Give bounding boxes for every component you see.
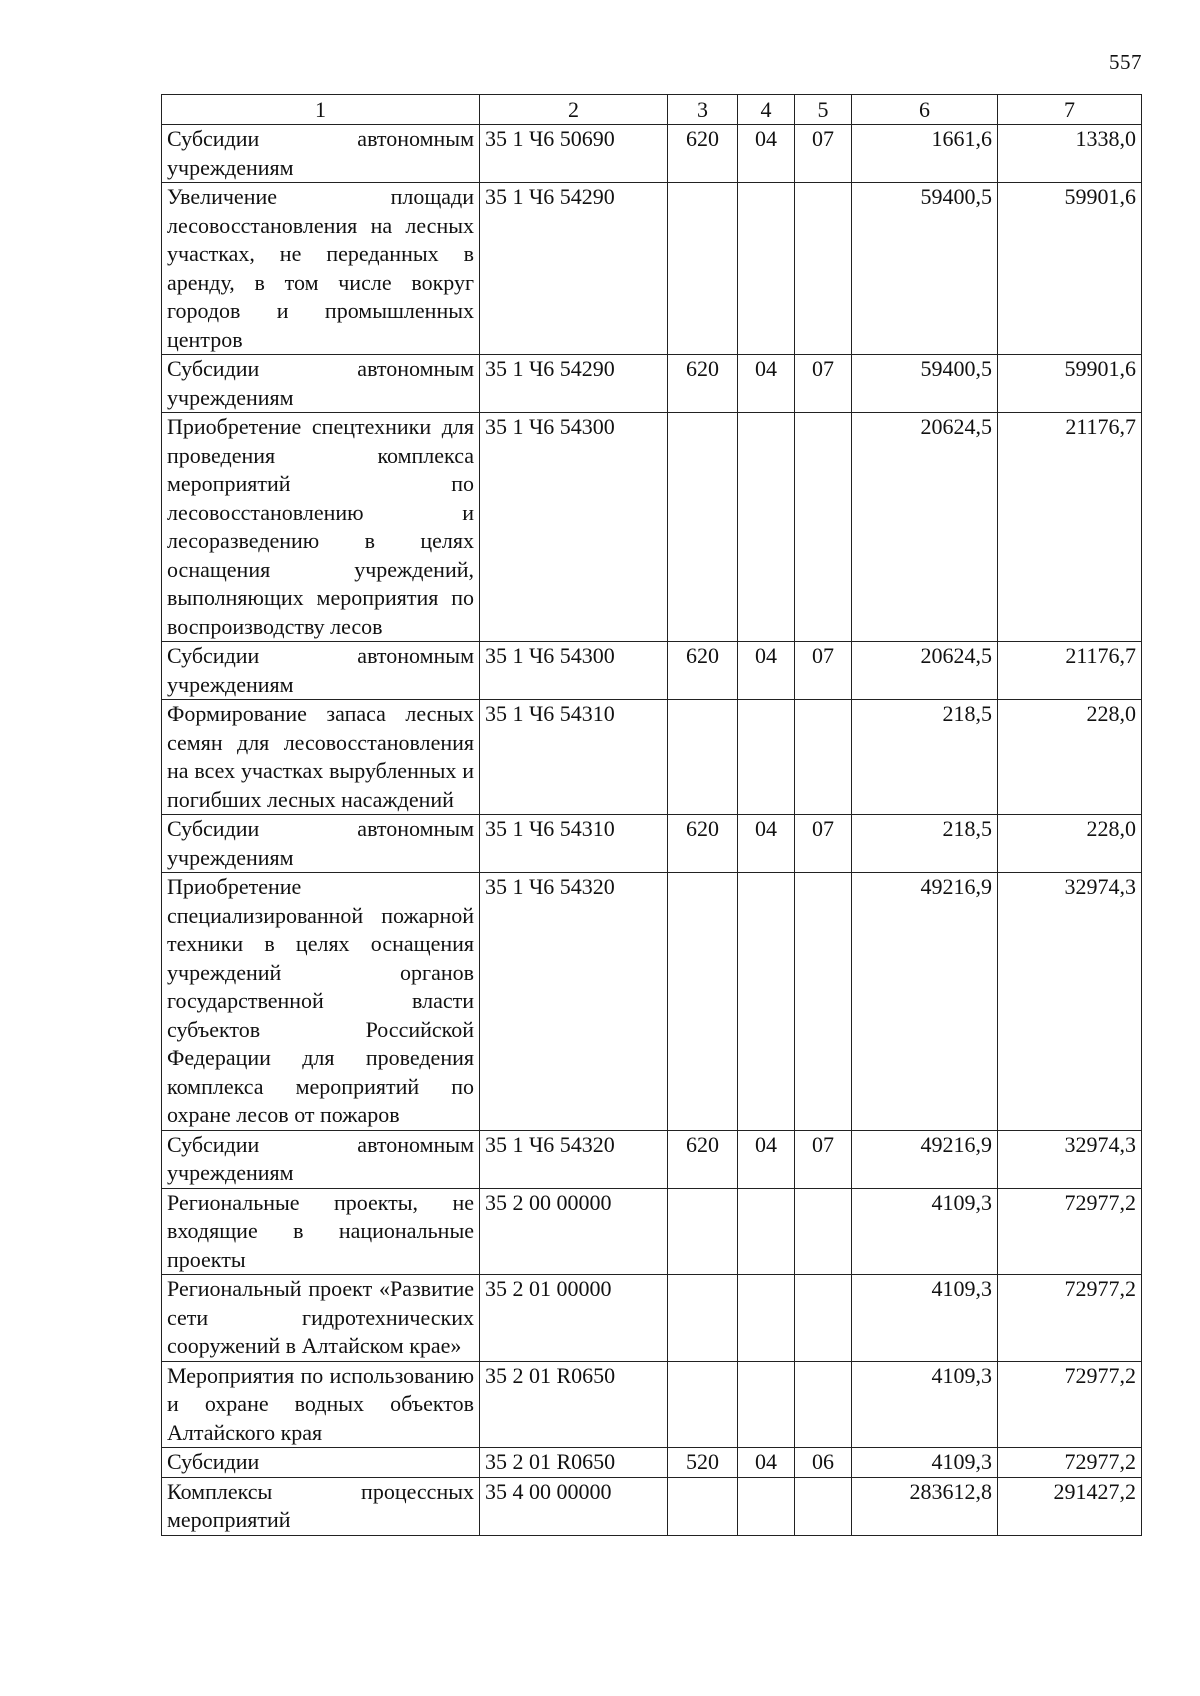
row-expense-type: 620 — [668, 642, 738, 700]
table-row — [162, 642, 1142, 700]
row-description: Региональный проект «Развитие сети гидротехнических сооружений в Алтайском крае» — [162, 1275, 480, 1362]
row-subsection: 07 — [795, 125, 852, 183]
row-target-code: 35 1 Ч6 50690 — [480, 125, 668, 183]
row-target-code: 35 1 Ч6 54320 — [480, 1130, 668, 1188]
row-amount-col6: 4109,3 — [852, 1275, 998, 1362]
row-amount-col6: 1661,6 — [852, 125, 998, 183]
row-target-code: 35 1 Ч6 54300 — [480, 642, 668, 700]
table-row — [162, 815, 1142, 873]
table-row — [162, 1130, 1142, 1188]
row-target-code: 35 2 01 R0650 — [480, 1361, 668, 1448]
row-subsection: 07 — [795, 355, 852, 413]
table-row — [162, 355, 1142, 413]
row-expense-type — [668, 413, 738, 642]
budget-table — [161, 94, 1142, 1536]
row-amount-col6: 218,5 — [852, 815, 998, 873]
table-row — [162, 1448, 1142, 1478]
row-amount-col6: 20624,5 — [852, 413, 998, 642]
page-number: 557 — [1109, 50, 1142, 74]
row-description: Увеличение площади лесовосстановления на лесных участках, не переданных в аренду, в том числе вокруг городов и промышленных центров — [162, 183, 480, 355]
row-expense-type: 620 — [668, 355, 738, 413]
row-amount-col6: 4109,3 — [852, 1188, 998, 1275]
row-amount-col7: 72977,2 — [998, 1188, 1142, 1275]
row-subsection: 07 — [795, 1130, 852, 1188]
row-amount-col6: 49216,9 — [852, 873, 998, 1131]
row-section: 04 — [738, 355, 795, 413]
row-description: Комплексы процессных мероприятий — [162, 1477, 480, 1535]
row-target-code: 35 2 00 00000 — [480, 1188, 668, 1275]
row-amount-col6: 20624,5 — [852, 642, 998, 700]
row-section — [738, 183, 795, 355]
row-target-code: 35 2 01 00000 — [480, 1275, 668, 1362]
row-subsection — [795, 1188, 852, 1275]
row-amount-col7: 59901,6 — [998, 355, 1142, 413]
row-subsection — [795, 183, 852, 355]
row-target-code: 35 1 Ч6 54300 — [480, 413, 668, 642]
row-section: 04 — [738, 1448, 795, 1478]
row-amount-col7: 59901,6 — [998, 183, 1142, 355]
table-row — [162, 183, 1142, 355]
table-row — [162, 125, 1142, 183]
row-target-code: 35 4 00 00000 — [480, 1477, 668, 1535]
row-section — [738, 1477, 795, 1535]
row-expense-type — [668, 873, 738, 1131]
row-subsection — [795, 1361, 852, 1448]
column-header: 1 — [162, 95, 480, 125]
row-subsection: 07 — [795, 815, 852, 873]
row-amount-col7: 228,0 — [998, 815, 1142, 873]
row-amount-col6: 59400,5 — [852, 355, 998, 413]
row-expense-type: 620 — [668, 815, 738, 873]
row-section: 04 — [738, 1130, 795, 1188]
row-description: Приобретение специализированной пожарной техники в целях оснащения учреждений органов государственной власти субъектов Российской Федерации для проведения комплекса мероприятий по охране лесов от пожаров — [162, 873, 480, 1131]
row-amount-col6: 283612,8 — [852, 1477, 998, 1535]
row-section — [738, 1188, 795, 1275]
column-header: 2 — [480, 95, 668, 125]
row-description: Мероприятия по использованию и охране водных объектов Алтайского края — [162, 1361, 480, 1448]
table-row — [162, 873, 1142, 1131]
table-row — [162, 1188, 1142, 1275]
row-subsection — [795, 413, 852, 642]
row-description: Субсидии автономным учреждениям — [162, 125, 480, 183]
row-amount-col6: 49216,9 — [852, 1130, 998, 1188]
row-subsection: 07 — [795, 642, 852, 700]
row-amount-col7: 72977,2 — [998, 1448, 1142, 1478]
table-row — [162, 413, 1142, 642]
row-description: Субсидии автономным учреждениям — [162, 642, 480, 700]
row-description: Субсидии — [162, 1448, 480, 1478]
row-amount-col7: 72977,2 — [998, 1275, 1142, 1362]
row-section: 04 — [738, 125, 795, 183]
row-target-code: 35 1 Ч6 54290 — [480, 183, 668, 355]
row-description: Формирование запаса лесных семян для лесовосстановления на всех участках вырубленных и погибших лесных насаждений — [162, 700, 480, 815]
row-expense-type — [668, 1477, 738, 1535]
row-amount-col7: 32974,3 — [998, 1130, 1142, 1188]
row-expense-type: 520 — [668, 1448, 738, 1478]
column-header: 5 — [795, 95, 852, 125]
row-description: Региональные проекты, не входящие в национальные проекты — [162, 1188, 480, 1275]
table-row — [162, 1477, 1142, 1535]
row-section: 04 — [738, 815, 795, 873]
row-expense-type — [668, 1188, 738, 1275]
row-description: Субсидии автономным учреждениям — [162, 815, 480, 873]
row-target-code: 35 1 Ч6 54290 — [480, 355, 668, 413]
column-header: 4 — [738, 95, 795, 125]
row-target-code: 35 1 Ч6 54310 — [480, 700, 668, 815]
row-amount-col7: 291427,2 — [998, 1477, 1142, 1535]
row-amount-col6: 218,5 — [852, 700, 998, 815]
column-header: 7 — [998, 95, 1142, 125]
row-subsection — [795, 1477, 852, 1535]
row-target-code: 35 1 Ч6 54310 — [480, 815, 668, 873]
table-body — [162, 125, 1142, 1536]
row-section — [738, 413, 795, 642]
row-amount-col6: 59400,5 — [852, 183, 998, 355]
row-amount-col7: 72977,2 — [998, 1361, 1142, 1448]
header-row — [162, 95, 1142, 125]
row-amount-col6: 4109,3 — [852, 1361, 998, 1448]
row-amount-col7: 32974,3 — [998, 873, 1142, 1131]
row-amount-col7: 1338,0 — [998, 125, 1142, 183]
table-row — [162, 1361, 1142, 1448]
table-row — [162, 700, 1142, 815]
row-expense-type — [668, 1361, 738, 1448]
row-amount-col7: 21176,7 — [998, 413, 1142, 642]
row-expense-type — [668, 700, 738, 815]
row-description: Субсидии автономным учреждениям — [162, 1130, 480, 1188]
row-amount-col6: 4109,3 — [852, 1448, 998, 1478]
row-section — [738, 1275, 795, 1362]
row-expense-type — [668, 1275, 738, 1362]
row-subsection — [795, 1275, 852, 1362]
table-row — [162, 1275, 1142, 1362]
column-header: 6 — [852, 95, 998, 125]
row-subsection — [795, 873, 852, 1131]
row-section: 04 — [738, 642, 795, 700]
row-section — [738, 1361, 795, 1448]
row-expense-type — [668, 183, 738, 355]
row-section — [738, 700, 795, 815]
row-description: Приобретение спецтехники для проведения комплекса мероприятий по лесовосстановлению и лесоразведению в целях оснащения учреждений, выполняющих мероприятия по воспроизводству лесов — [162, 413, 480, 642]
row-amount-col7: 228,0 — [998, 700, 1142, 815]
row-target-code: 35 1 Ч6 54320 — [480, 873, 668, 1131]
row-section — [738, 873, 795, 1131]
row-expense-type: 620 — [668, 1130, 738, 1188]
row-description: Субсидии автономным учреждениям — [162, 355, 480, 413]
row-amount-col7: 21176,7 — [998, 642, 1142, 700]
row-subsection: 06 — [795, 1448, 852, 1478]
row-subsection — [795, 700, 852, 815]
row-target-code: 35 2 01 R0650 — [480, 1448, 668, 1478]
column-header: 3 — [668, 95, 738, 125]
row-expense-type: 620 — [668, 125, 738, 183]
